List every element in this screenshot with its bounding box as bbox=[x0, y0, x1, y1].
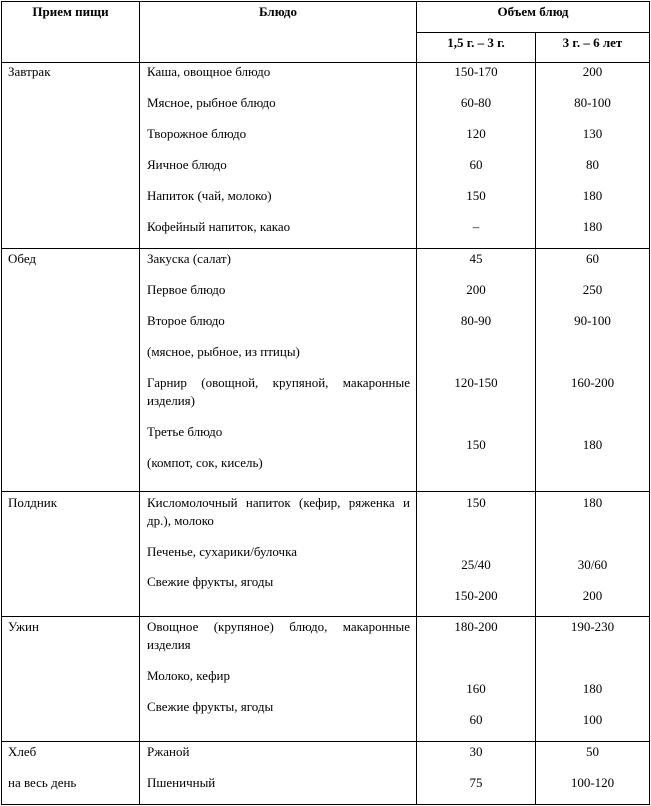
volume-age-b: 80 bbox=[586, 157, 599, 172]
volume-age-b: 180 bbox=[582, 495, 603, 510]
volume-age-b: 100 bbox=[582, 712, 603, 727]
meal-label: Ужин bbox=[8, 619, 39, 634]
volume-age-a: 150 bbox=[466, 437, 486, 452]
volume-age-b: 50 bbox=[586, 744, 599, 759]
volume-age-b: 250 bbox=[582, 282, 603, 297]
table-border-top bbox=[1, 1, 650, 2]
table-border-bottom bbox=[1, 804, 650, 805]
dish-name: Каша, овощное блюдо bbox=[147, 64, 271, 79]
dish-name: Закуска (салат) bbox=[147, 251, 231, 266]
volume-age-b: 200 bbox=[582, 64, 603, 79]
volume-age-b: 180 bbox=[582, 681, 603, 696]
dish-name: Творожное блюдо bbox=[147, 126, 247, 141]
volume-age-a: 30 bbox=[469, 744, 483, 759]
volume-age-b: 130 bbox=[582, 126, 603, 141]
header-age-b: 3 г. – 6 лет bbox=[562, 35, 623, 50]
dish-name: Напиток (чай, молоко) bbox=[147, 188, 272, 203]
volume-age-a: 75 bbox=[469, 775, 483, 790]
dish-name: Мясное, рыбное блюдо bbox=[147, 95, 276, 110]
table-border-left bbox=[1, 1, 2, 805]
volume-age-a: 150-170 bbox=[454, 64, 498, 79]
column-divider-dish bbox=[139, 1, 140, 805]
header-meal: Прием пищи bbox=[32, 4, 109, 19]
dish-name: Свежие фрукты, ягоды bbox=[147, 699, 274, 714]
row-divider-uzhin bbox=[1, 741, 650, 742]
volume-age-b: 80-100 bbox=[574, 95, 611, 110]
volume-age-a: 200 bbox=[466, 282, 486, 297]
dish-name: Печенье, сухарики/булочка bbox=[147, 544, 297, 559]
dish-name: Третье блюдо bbox=[147, 424, 223, 439]
volume-age-a: 80-90 bbox=[460, 313, 492, 328]
meal-label-note: на весь день bbox=[8, 775, 77, 790]
dish-name: Второе блюдо bbox=[147, 313, 225, 328]
dish-name: Молоко, кефир bbox=[147, 668, 231, 683]
volume-age-b: 160-200 bbox=[570, 375, 615, 390]
table-border-right bbox=[649, 1, 650, 805]
dish-name: (компот, сок, кисель) bbox=[147, 455, 263, 470]
volume-age-b: 100-120 bbox=[570, 775, 615, 790]
dish-name: Яичное блюдо bbox=[147, 157, 227, 172]
volume-age-a: 25/40 bbox=[461, 557, 491, 572]
dish-name: Первое блюдо bbox=[147, 282, 226, 297]
volume-age-a: 60 bbox=[469, 712, 483, 727]
dish-name: Кисломолочный напиток (кефир, ряженка и др.), молоко bbox=[147, 495, 410, 528]
row-divider-obed bbox=[1, 491, 650, 492]
volume-age-a: 180-200 bbox=[454, 619, 498, 634]
volume-age-b: 190-230 bbox=[570, 619, 615, 634]
volume-age-a: 60-80 bbox=[460, 95, 492, 110]
meal-label: Хлеб bbox=[8, 744, 37, 759]
header-dish: Блюдо bbox=[259, 4, 297, 19]
meal-label: Обед bbox=[8, 251, 37, 266]
dish-name: Свежие фрукты, ягоды bbox=[147, 574, 274, 589]
dish-name: (мясное, рыбное, из птицы) bbox=[147, 344, 300, 359]
header-volume: Объем блюд bbox=[497, 4, 569, 19]
volume-age-a: 120-150 bbox=[454, 375, 498, 390]
volume-age-b: 180 bbox=[582, 219, 603, 234]
volume-age-b: 30/60 bbox=[577, 557, 608, 572]
volume-age-b: 60 bbox=[586, 251, 599, 266]
row-divider-poldnik bbox=[1, 616, 650, 617]
meal-label: Полдник bbox=[8, 495, 58, 510]
volume-age-b: 180 bbox=[582, 188, 603, 203]
volume-age-b: 180 bbox=[582, 437, 603, 452]
volume-age-a: 60 bbox=[469, 157, 483, 172]
dish-name: Гарнир (овощной, крупяной, макаронные изделия) bbox=[147, 375, 410, 408]
volume-age-b: 90-100 bbox=[574, 313, 611, 328]
dish-name: Кофейный напиток, какао bbox=[147, 219, 291, 234]
volume-age-a: – bbox=[472, 219, 480, 234]
volume-age-b: 200 bbox=[582, 588, 603, 603]
volume-age-a: 160 bbox=[466, 681, 486, 696]
meal-label: Завтрак bbox=[8, 64, 51, 79]
volume-age-a: 150-200 bbox=[454, 588, 498, 603]
row-divider-zavtrak bbox=[1, 248, 650, 249]
volume-age-a: 45 bbox=[469, 251, 483, 266]
volume-age-a: 150 bbox=[466, 495, 486, 510]
header-divider bbox=[416, 32, 650, 33]
header-age-a: 1,5 г. – 3 г. bbox=[447, 35, 505, 50]
dish-name: Пшеничный bbox=[147, 775, 216, 790]
dish-name: Ржаной bbox=[147, 744, 190, 759]
volume-age-a: 120 bbox=[466, 126, 486, 141]
dish-name: Овощное (крупяное) блюдо, макаронные изделия bbox=[147, 619, 410, 652]
volume-age-a: 150 bbox=[466, 188, 486, 203]
